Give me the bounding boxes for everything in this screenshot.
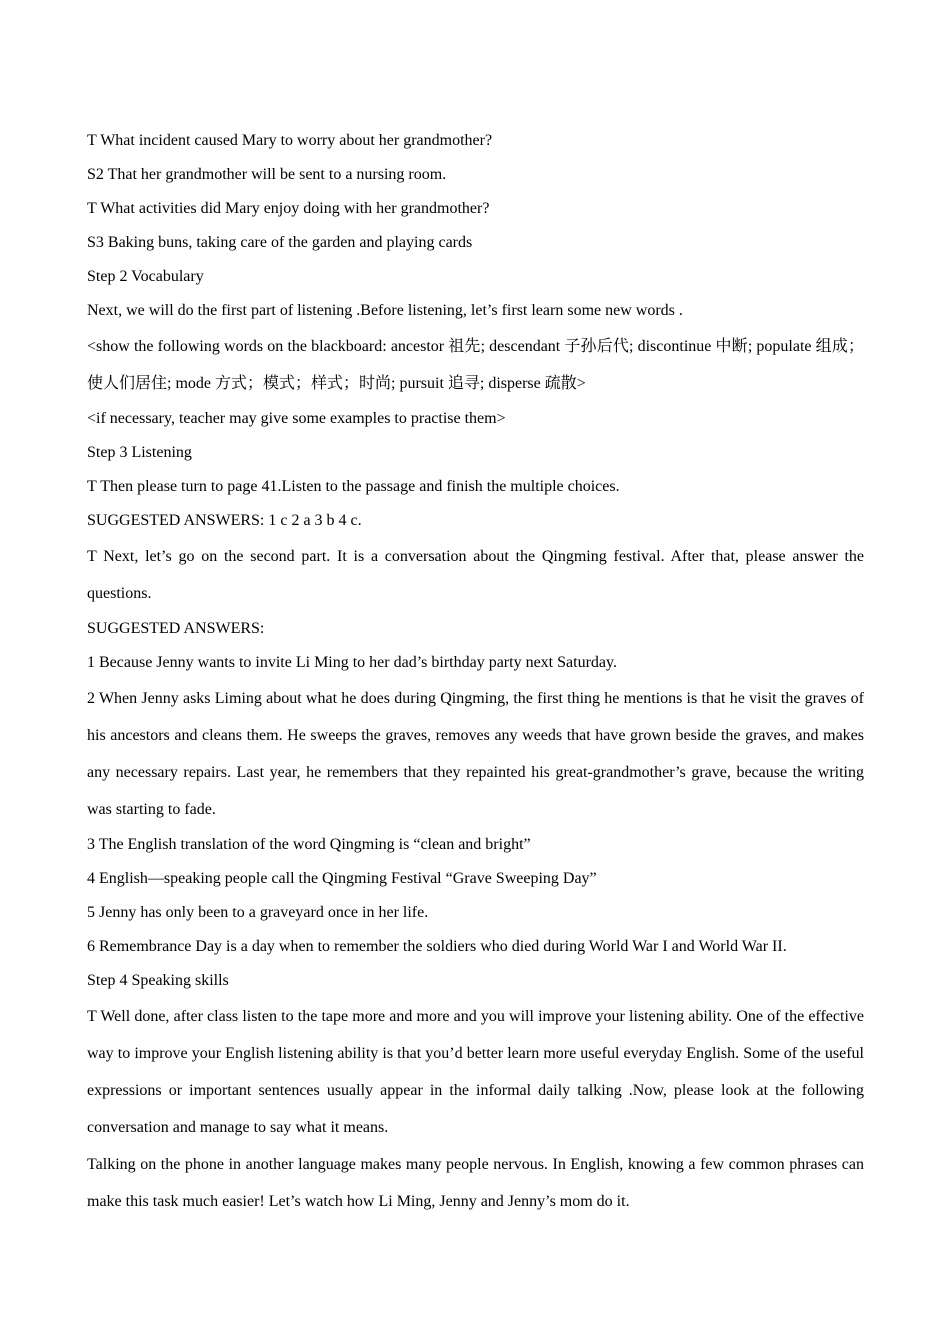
paragraph-listening-intro: Next, we will do the first part of listening .Before listening, let’s first learn some new words . <box>87 302 683 319</box>
answer-item-2: 2 When Jenny asks Liming about what he does during Qingming, the first thing he mentions is that he visit the graves of his ancestors and cleans them. He sweeps the graves, removes any weeds that have grown beside the graves, and makes any necessary repairs. Last year, he remembers that they repainted his great-grandmother’s grave, because the writing was starting to fade. <box>87 690 864 818</box>
paragraph-phone-conversation-intro: Talking on the phone in another language makes many people nervous. In English, knowing a few common phrases can make this task much easier! Let’s watch how Li Ming, Jenny and Jenny’s mom do it. <box>87 1156 864 1210</box>
paragraph-listening-instruction: T Then please turn to page 41.Listen to the passage and finish the multiple choices. <box>87 478 620 495</box>
paragraph-second-part-instruction: T Next, let’s go on the second part. It is a conversation about the Qingming festival. After that, please answer the questions. <box>87 548 864 602</box>
paragraph-suggested-answers-heading: SUGGESTED ANSWERS: <box>87 620 265 637</box>
paragraph-student-answer-1: S2 That her grandmother will be sent to a nursing room. <box>87 166 447 183</box>
answer-item-3: 3 The English translation of the word Qingming is “clean and bright” <box>87 836 531 853</box>
paragraph-student-answer-2: S3 Baking buns, taking care of the garden and playing cards <box>87 234 473 251</box>
heading-step-2: Step 2 Vocabulary <box>87 268 204 285</box>
heading-step-4: Step 4 Speaking skills <box>87 972 229 989</box>
paragraph-teacher-note: <if necessary, teacher may give some examples to practise them> <box>87 410 506 427</box>
heading-step-3: Step 3 Listening <box>87 444 192 461</box>
answer-item-5: 5 Jenny has only been to a graveyard once in her life. <box>87 904 429 921</box>
paragraph-vocabulary-list: <show the following words on the blackboard: ancestor 祖先; descendant 子孙后代; discontinue 中断; populate 组成；使人们居住; mode 方式；模式；样式；时尚; pursuit 追寻; disperse 疏散> <box>87 338 864 392</box>
answer-item-1: 1 Because Jenny wants to invite Li Ming to her dad’s birthday party next Saturday. <box>87 654 617 671</box>
paragraph-teacher-question-1: T What incident caused Mary to worry about her grandmother? <box>87 132 493 149</box>
paragraph-suggested-answers-1: SUGGESTED ANSWERS: 1 c 2 a 3 b 4 c. <box>87 512 362 529</box>
answer-item-4: 4 English—speaking people call the Qingming Festival “Grave Sweeping Day” <box>87 870 597 887</box>
paragraph-teacher-question-2: T What activities did Mary enjoy doing with her grandmother? <box>87 200 490 217</box>
answer-item-6: 6 Remembrance Day is a day when to remember the soldiers who died during World War I and World War II. <box>87 938 787 955</box>
document-body <box>87 124 864 1220</box>
paragraph-speaking-skills: T Well done, after class listen to the tape more and more and you will improve your listening ability. One of the effective way to improve your English listening ability is that you’d better learn more useful everyday English. Some of the useful expressions or important sentences usually appear in the informal daily talking .Now, please look at the following conversation and manage to say what it means. <box>87 1008 864 1136</box>
